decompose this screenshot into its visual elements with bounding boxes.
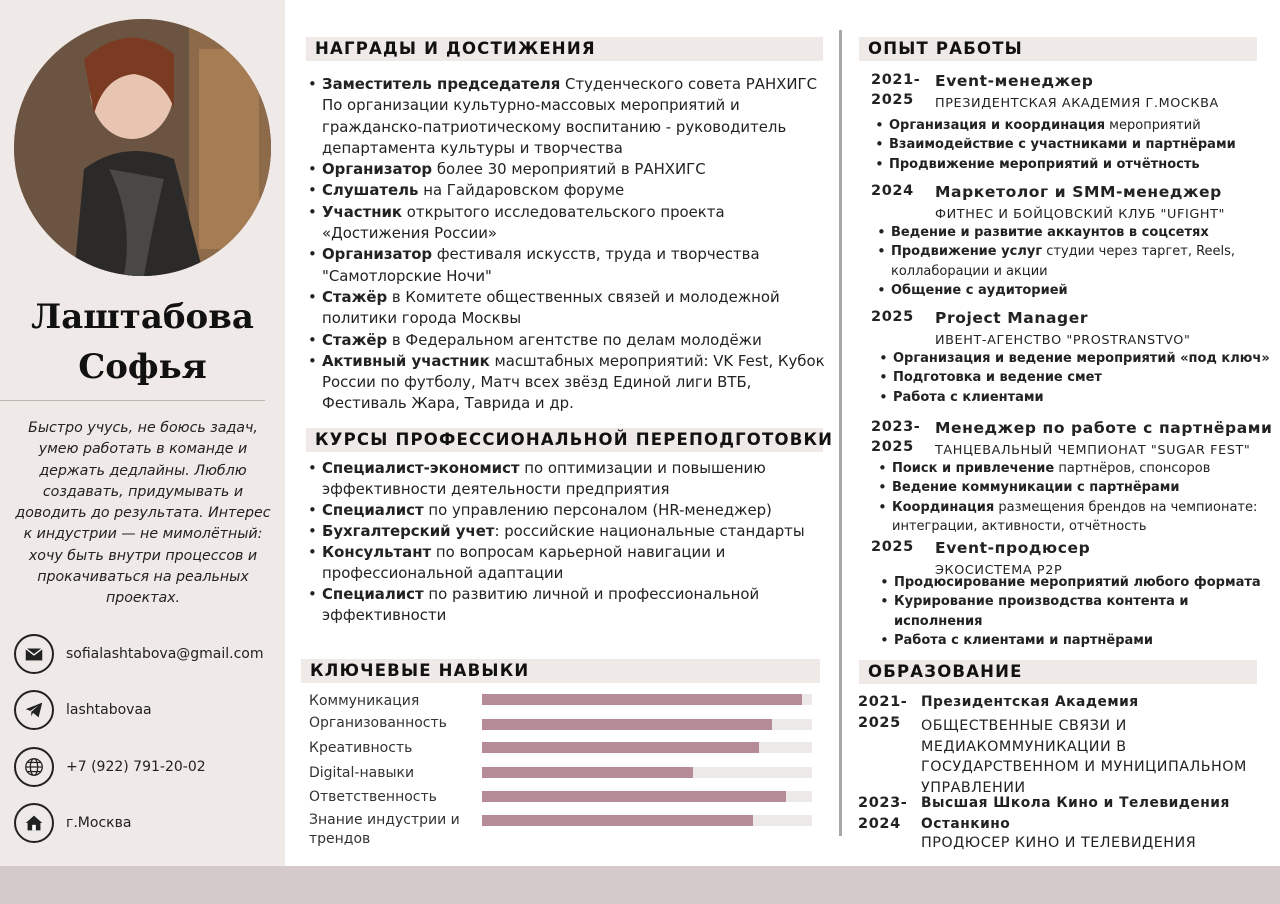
job-organization: ФИТНЕС И БОЙЦОВСКИЙ КЛУБ "UFIGHT" <box>935 207 1225 222</box>
bullet-bold-text: Ведение коммуникации с партнёрами <box>892 480 1180 496</box>
home-icon <box>14 803 54 843</box>
bullet-bold-text: Стажёр <box>322 330 388 349</box>
bullet-bold-text: Работа с клиентами <box>893 389 1044 405</box>
education-institution: Высшая Школа Кино и Телевидения Останкино <box>921 795 1230 832</box>
skill-bar-fill <box>482 815 753 826</box>
course-item <box>306 458 826 500</box>
awards-list <box>306 74 836 415</box>
bullet-text: : российские национальные стандарты <box>494 522 805 540</box>
skill-label: Организованность <box>309 715 447 731</box>
job-title: Маркетолог и SMM-менеджер <box>935 183 1222 201</box>
telegram-text[interactable]: lashtabovaa <box>66 702 152 718</box>
award-item <box>306 351 836 415</box>
bullet-bold-text: Слушатель <box>322 181 419 200</box>
contact-email[interactable] <box>14 634 284 674</box>
job-title: Event-менеджер <box>935 72 1094 90</box>
job-bullet <box>875 242 1271 281</box>
email-text[interactable]: sofialashtabova@gmail.com <box>66 646 264 662</box>
award-item <box>306 159 836 180</box>
bullet-text: фестиваля искусств, труда и творчества "Самотлорские Ночи" <box>322 245 760 285</box>
courses-list <box>306 458 826 626</box>
job-organization: ПРЕЗИДЕНТСКАЯ АКАДЕМИЯ Г.МОСКВА <box>935 96 1219 111</box>
bullet-bold-text: Участник <box>322 202 403 221</box>
bullet-text: партнёров, спонсоров <box>1054 461 1211 476</box>
skill-label: Креативность <box>309 740 413 756</box>
bullet-bold-text: Взаимодействие с участниками и партнёрами <box>889 137 1236 153</box>
job-bullets <box>877 349 1273 407</box>
profile-name <box>0 292 285 392</box>
job-bullet <box>875 281 1271 300</box>
job-bullets <box>875 223 1271 300</box>
award-item <box>306 74 836 159</box>
education-program: ПРОДЮСЕР КИНО И ТЕЛЕВИДЕНИЯ <box>921 835 1197 851</box>
bullet-text: Студенческого совета РАНХИГС По организации культурно-массовых мероприятий и гражданско-патриотическому воспитанию - руководитель департамента культуры и творчества <box>322 75 817 157</box>
courses-heading: КУРСЫ ПРОФЕССИОНАЛЬНОЙ ПЕРЕПОДГОТОВКИ <box>306 428 823 452</box>
skill-bar-track <box>482 719 812 730</box>
job-bullet <box>877 349 1273 368</box>
job-bullets <box>876 459 1272 536</box>
bullet-bold-text: Продюсирование мероприятий любого формата <box>894 575 1261 590</box>
skill-bar-fill <box>482 767 693 778</box>
bullet-bold-text: Работа с клиентами и партнёрами <box>894 632 1154 648</box>
portrait-illustration <box>14 19 271 276</box>
sidebar <box>0 0 285 866</box>
job-bullet <box>876 459 1272 478</box>
job-organization: ЭКОСИСТЕМА P2P <box>935 563 1063 578</box>
city-text: г.Москва <box>66 815 132 831</box>
job-years: 2024 <box>871 183 914 199</box>
bullet-bold-text: Консультант <box>322 543 432 561</box>
bullet-bold-text: Продвижение мероприятий и отчётность <box>889 156 1200 172</box>
bullet-bold-text: Продвижение услуг <box>891 244 1043 260</box>
skill-bar-track <box>482 791 812 802</box>
contact-telegram[interactable] <box>14 690 284 730</box>
course-item <box>306 521 826 542</box>
job-bullet <box>873 116 1273 135</box>
bullet-bold-text: Специалист <box>322 501 424 519</box>
skill-label: Digital-навыки <box>309 765 415 781</box>
skill-label: Ответственность <box>309 789 437 805</box>
award-item <box>306 202 836 245</box>
job-years: 2025 <box>871 539 914 555</box>
course-item <box>306 584 826 626</box>
job-years: 2025 <box>871 309 914 325</box>
about-text: Быстро учусь, не боюсь задач, умею работать в команде и держать дедлайны. Люблю создавать, придумывать и доводить до результата. Интерес к индустрии — не мимолётный: хочу быть внутри процессов и прокачиваться на реальных проектах. <box>15 420 271 607</box>
job-title: Project Manager <box>935 309 1089 327</box>
bullet-bold-text: Организатор <box>322 160 433 179</box>
bullet-bold-text: Заместитель председателя <box>322 75 561 93</box>
job-bullet <box>877 368 1273 387</box>
education-years: 2023- 2024 <box>858 795 908 832</box>
job-years: 2021- 2025 <box>871 72 921 108</box>
job-bullet <box>878 573 1268 592</box>
bullet-text: на Гайдаровском форуме <box>418 181 625 200</box>
skill-bar-track <box>482 694 812 705</box>
bullet-bold-text: Курирование производства контента и исполнения <box>894 594 1189 629</box>
job-bullet <box>878 592 1268 631</box>
bullet-text: мероприятий <box>1105 118 1201 133</box>
job-bullet <box>873 155 1273 174</box>
job-organization: ИВЕНТ-АГЕНСТВО "PROSTRANSTVO" <box>935 333 1191 348</box>
name-line-1: Лаштабова <box>31 297 254 337</box>
bullet-text: масштабных мероприятий: VK Fest, Кубок России по футболу, Матч всех звёзд Единой лиги ВТБ, Фестиваль Жара, Таврида и др. <box>322 351 825 413</box>
course-item <box>306 542 826 584</box>
award-item <box>306 180 836 201</box>
bottom-band <box>0 866 1280 904</box>
bullet-text: размещения брендов на чемпионате: интеграции, активности, отчётность <box>892 499 1258 534</box>
job-title: Event-продюсер <box>935 539 1091 557</box>
job-bullets <box>878 573 1268 650</box>
education-institution: Президентская Академия <box>921 694 1139 710</box>
bullet-bold-text: Координация <box>892 499 995 515</box>
education-years: 2021- 2025 <box>858 694 908 731</box>
bullet-text: по управлению персоналом (HR-менеджер) <box>423 501 772 519</box>
bullet-bold-text: Общение с аудиторией <box>891 282 1068 298</box>
profile-photo <box>14 19 271 276</box>
column-divider <box>839 30 842 836</box>
job-bullet <box>876 478 1272 497</box>
job-years: 2023- 2025 <box>871 419 921 455</box>
bullet-bold-text: Организация и ведение мероприятий «под ключ» <box>893 351 1270 366</box>
education-heading: ОБРАЗОВАНИЕ <box>859 660 1257 684</box>
bullet-text: открытого исследовательского проекта «Достижения России» <box>322 202 725 243</box>
bullet-bold-text: Подготовка и ведение смет <box>893 370 1102 386</box>
phone-text[interactable]: +7 (922) 791-20-02 <box>66 759 206 775</box>
bullet-text: в Федеральном агентстве по делам молодёжи <box>387 330 762 349</box>
job-bullet <box>878 631 1268 650</box>
skill-bar-track <box>482 815 812 826</box>
bullet-bold-text: Бухгалтерский учет <box>322 522 495 540</box>
award-item <box>306 287 836 330</box>
awards-heading: НАГРАДЫ И ДОСТИЖЕНИЯ <box>306 37 823 61</box>
skill-bar-fill <box>482 694 802 705</box>
contact-city <box>14 803 284 843</box>
skill-bar-fill <box>482 791 786 802</box>
bullet-bold-text: Специалист-экономист <box>322 459 520 477</box>
job-bullet <box>877 388 1273 407</box>
globe-icon <box>14 747 54 787</box>
experience-heading: ОПЫТ РАБОТЫ <box>859 37 1257 61</box>
bullet-bold-text: Организация и координация <box>889 118 1106 133</box>
bullet-text: по развитию личной и профессиональной эффективности <box>322 585 760 624</box>
skills-heading: КЛЮЧЕВЫЕ НАВЫКИ <box>301 659 820 683</box>
job-bullet <box>876 498 1272 537</box>
skill-bar-fill <box>482 742 759 753</box>
award-item <box>306 330 836 351</box>
skill-bar-track <box>482 742 812 753</box>
bullet-bold-text: Активный участник <box>322 351 490 370</box>
bullet-text: более 30 мероприятий в РАНХИГС <box>432 160 706 179</box>
bullet-bold-text: Стажёр <box>322 287 388 306</box>
bullet-text: по вопросам карьерной навигации и профессиональной адаптации <box>322 543 726 582</box>
bullet-bold-text: Поиск и привлечение <box>892 461 1055 476</box>
telegram-icon <box>14 690 54 730</box>
skill-label: Знание индустрии и трендов <box>309 812 460 847</box>
bullet-text: по оптимизации и повышению эффективности деятельности предприятия <box>322 459 766 498</box>
job-organization: ТАНЦЕВАЛЬНЫЙ ЧЕМПИОНАТ "SUGAR FEST" <box>935 443 1251 458</box>
job-bullet <box>875 223 1271 242</box>
education-program: ОБЩЕСТВЕННЫЕ СВЯЗИ И МЕДИАКОММУНИКАЦИИ В ГОСУДАРСТВЕННОМ И МУНИЦИПАЛЬНОМ УПРАВЛЕНИИ <box>921 718 1247 796</box>
name-divider <box>0 400 265 401</box>
bullet-bold-text: Ведение и развитие аккаунтов в соцсетях <box>891 225 1209 240</box>
contact-phone[interactable] <box>14 747 284 787</box>
mail-icon <box>14 634 54 674</box>
award-item <box>306 244 836 287</box>
job-bullet <box>873 135 1273 154</box>
bullet-bold-text: Организатор <box>322 245 433 264</box>
skill-bar-track <box>482 767 812 778</box>
job-title: Менеджер по работе с партнёрами <box>935 419 1273 437</box>
course-item <box>306 500 826 521</box>
bullet-bold-text: Специалист <box>322 585 424 603</box>
job-bullets <box>873 116 1273 174</box>
bullet-text: в Комитете общественных связей и молодежной политики города Москвы <box>322 287 780 328</box>
name-line-2: Софья <box>78 347 207 387</box>
skill-bar-fill <box>482 719 772 730</box>
skill-label: Коммуникация <box>309 693 420 709</box>
bullet-text: студии через таргет, Reels, коллаборации и акции <box>891 244 1236 279</box>
